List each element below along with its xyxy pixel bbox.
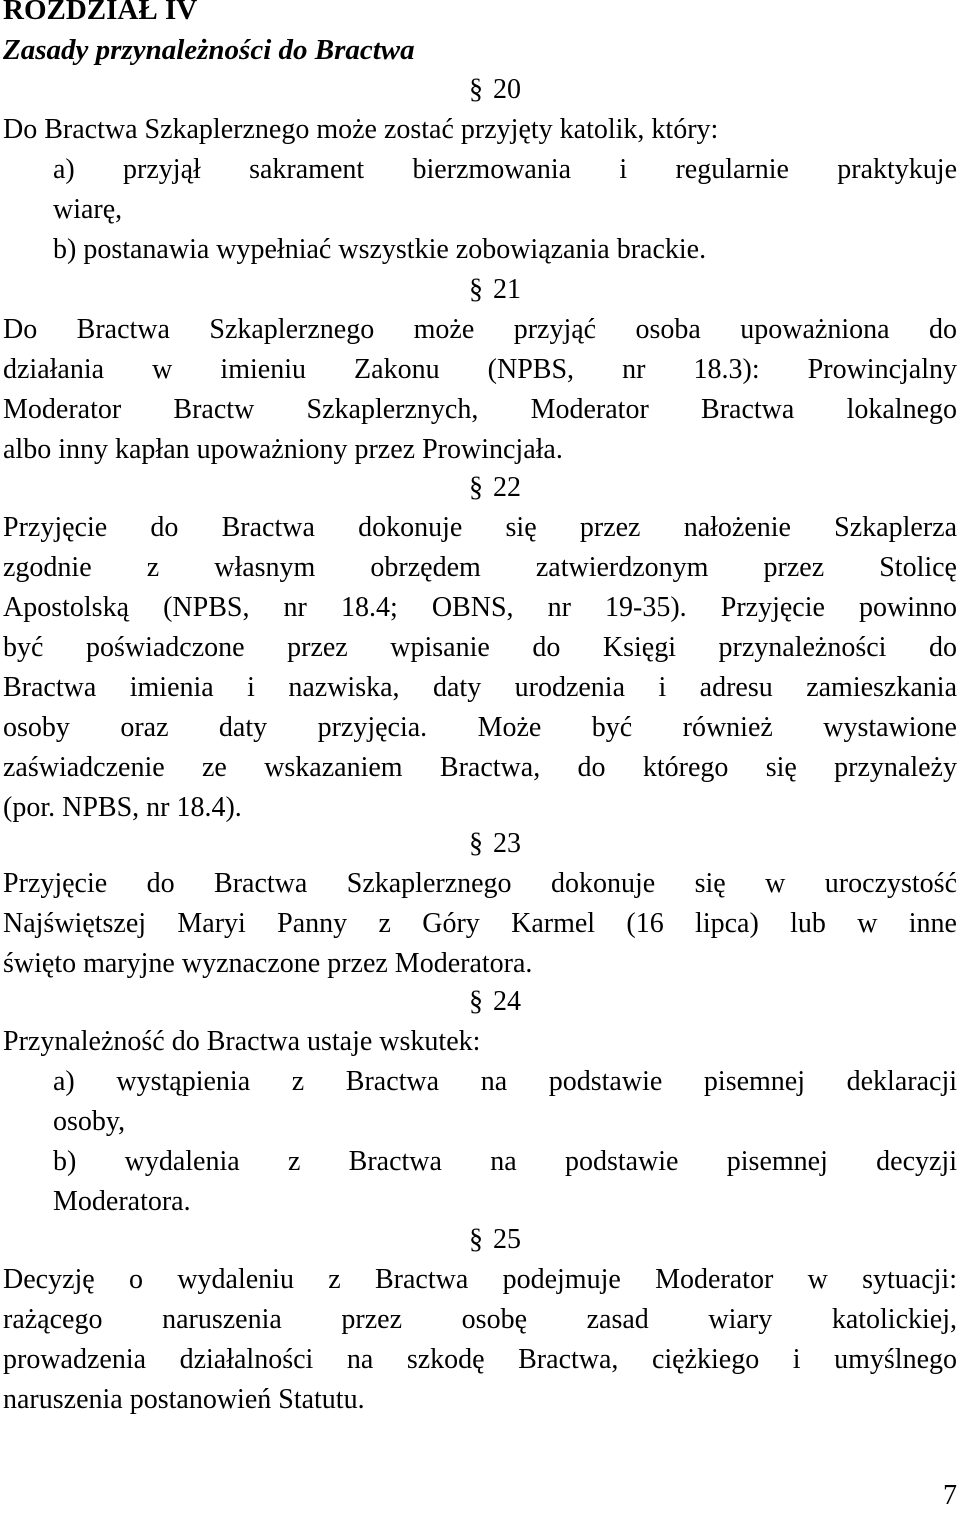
section-symbol: § [469,828,483,859]
text-line: Przyjęcie do Bractwa Szkaplerznego dokonuje się w uroczystość [3,868,957,899]
section-24-heading [0,984,960,1020]
section-22-text [3,508,957,828]
list-item-b: b) wydalenia z Bractwa na podstawie pisemnej decyzji [53,1146,957,1177]
text-line: działania w imieniu Zakonu (NPBS, nr 18.3): Prowincjalny [3,354,957,385]
text-line: Do Bractwa Szkaplerznego może przyjąć osoba upoważniona do [3,314,957,345]
section-20-intro [3,110,957,150]
text-line: być poświadczone przez wpisanie do Księgi przynależności do [3,632,957,663]
text-line: zaświadczenie ze wskazaniem Bractwa, do którego się przynależy [3,752,957,783]
text-line: zgodnie z własnym obrzędem zatwierdzonym przez Stolicę [3,552,957,583]
section-number: 24 [493,986,521,1017]
list-item-a: a) wystąpienia z Bractwa na podstawie pisemnej deklaracji [53,1066,957,1097]
page-number: 7 [943,1480,957,1511]
section-20-heading [0,72,960,108]
list-item-a: a) przyjął sakrament bierzmowania i regularnie praktykuje [53,154,957,185]
text-line: rażącego naruszenia przez osobę zasad wiary katolickiej, [3,1304,957,1335]
section-symbol: § [469,274,483,305]
section-number: 25 [493,1224,521,1255]
section-symbol: § [469,472,483,503]
text-line: Najświętszej Maryi Panny z Góry Karmel (16 lipca) lub w inne [3,908,957,939]
text-line: Decyzję o wydaleniu z Bractwa podejmuje Moderator w sytuacji: [3,1264,957,1295]
section-23-heading [0,826,960,862]
section-25-heading [0,1222,960,1258]
text-line: osoby oraz daty przyjęcia. Może być również wystawione [3,712,957,743]
section-symbol: § [469,74,483,105]
text-line: Moderator Bractw Szkaplerznych, Moderator Bractwa lokalnego [3,394,957,425]
section-21-heading [0,272,960,308]
list-item-a-cont: wiarę, [53,194,123,225]
section-24-intro [3,1022,957,1062]
text-line: prowadzenia działalności na szkodę Bractwa, ciężkiego i umyślnego [3,1344,957,1375]
text-line: albo inny kapłan upoważniony przez Prowincjała. [3,434,563,465]
section-number: 22 [493,472,521,503]
section-20-list [53,150,957,270]
section-21-text [3,310,957,470]
text-line: Do Bractwa Szkaplerznego może zostać przyjęty katolik, który: [3,114,719,145]
list-item-b-cont: Moderatora. [53,1186,191,1217]
list-item-b: b) postanawia wypełniać wszystkie zobowiązania brackie. [53,234,707,265]
chapter-subtitle: Zasady przynależności do Bractwa [3,34,415,66]
text-line: naruszenia postanowień Statutu. [3,1384,365,1415]
text-line: Bractwa imienia i nazwiska, daty urodzenia i adresu zamieszkania [3,672,957,703]
chapter-heading: ROZDZIAŁ IV [3,0,198,26]
section-24-list [53,1062,957,1222]
text-line: Apostolską (NPBS, nr 18.4; OBNS, nr 19-35). Przyjęcie powinno [3,592,957,623]
text-line: Przyjęcie do Bractwa dokonuje się przez nałożenie Szkaplerza [3,512,957,543]
list-item-a-cont: osoby, [53,1106,126,1137]
section-25-text [3,1260,957,1420]
text-line: (por. NPBS, nr 18.4). [3,792,242,823]
section-23-text [3,864,957,984]
section-number: 20 [493,74,521,105]
section-number: 21 [493,274,521,305]
section-symbol: § [469,1224,483,1255]
text-line: Przynależność do Bractwa ustaje wskutek: [3,1026,481,1057]
section-22-heading [0,470,960,506]
section-number: 23 [493,828,521,859]
text-line: święto maryjne wyznaczone przez Moderatora. [3,948,533,979]
section-symbol: § [469,986,483,1017]
